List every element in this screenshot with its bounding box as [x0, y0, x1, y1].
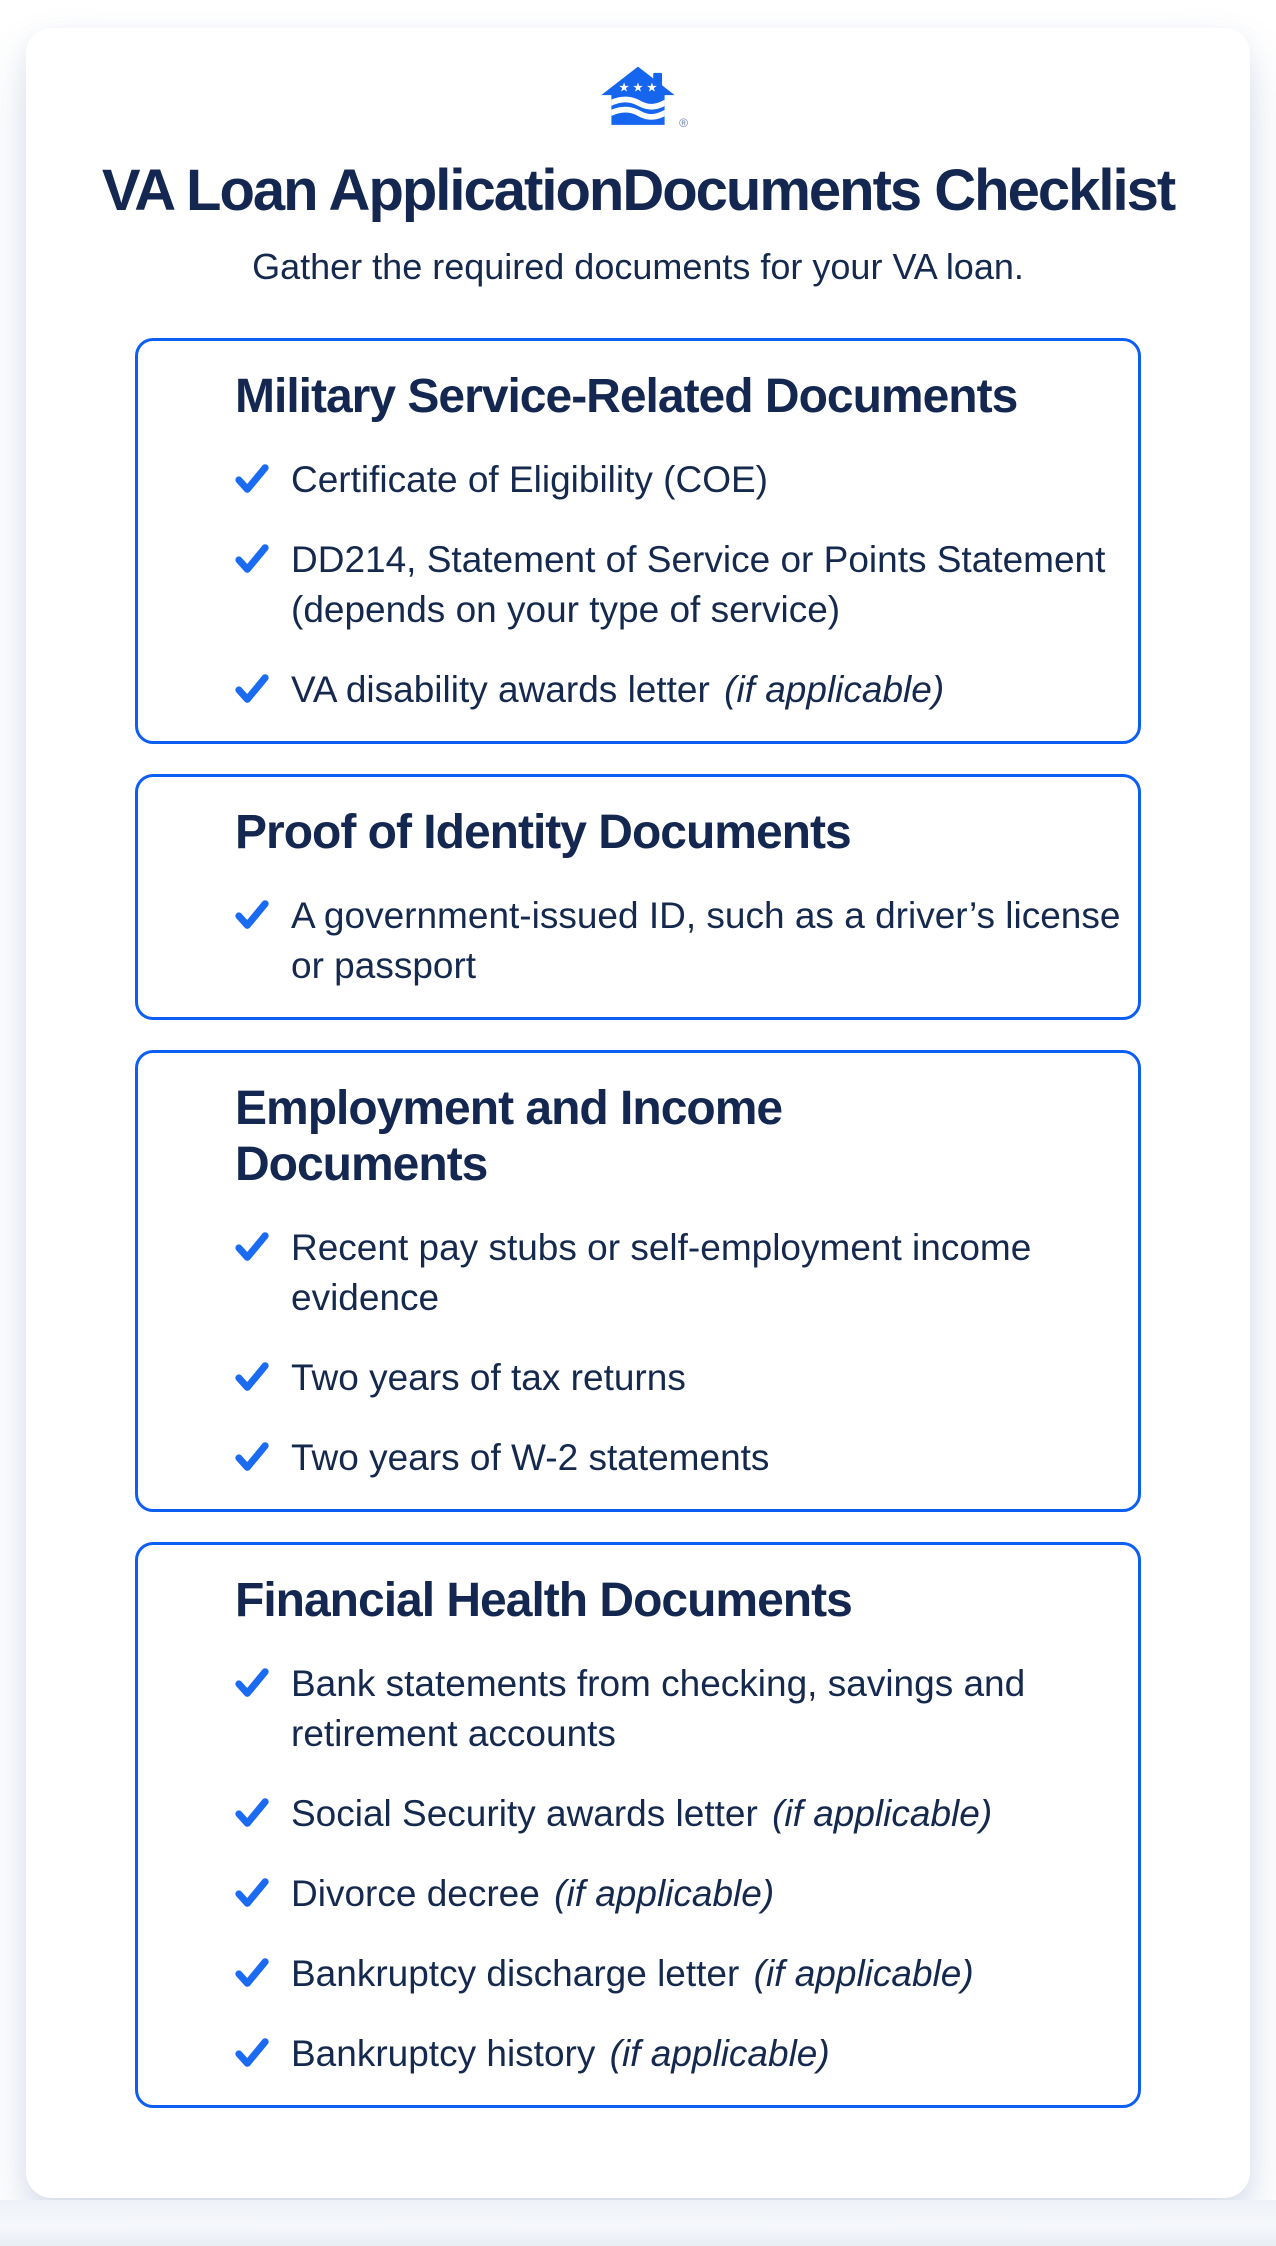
check-icon [235, 544, 269, 574]
checklist-item [235, 665, 1098, 715]
house-flag-logo-icon [600, 66, 676, 128]
checklist-item-text: Recent pay stubs or self-employment income evidence [291, 1227, 1032, 1318]
check-icon [235, 1668, 269, 1698]
checklist-item [235, 1353, 1098, 1403]
checklist-item-text: Bankruptcy history (if applicable) [291, 2033, 830, 2074]
checklist-sections [135, 338, 1141, 2108]
checklist-item-text: Bankruptcy discharge letter (if applicable) [291, 1953, 974, 1994]
section-financial-health-documents [135, 1542, 1141, 2108]
section-military-service-documents [135, 338, 1141, 744]
checklist-item-text: DD214, Statement of Service or Points Statement (depends on your type of service) [291, 539, 1106, 630]
check-icon [235, 900, 269, 930]
check-icon [235, 2038, 269, 2068]
checklist-item-text: Bank statements from checking, savings and retirement accounts [291, 1663, 1026, 1754]
section-heading: Employment and Income Documents [235, 1082, 783, 1191]
checklist-card [26, 28, 1250, 2198]
section-heading: Proof of Identity Documents [235, 806, 851, 859]
section-heading: Military Service-Related Documents [235, 370, 1018, 423]
checklist-item [235, 1659, 1098, 1759]
checklist-item [235, 1433, 1098, 1483]
page-title: VA Loan ApplicationDocuments Checklist [101, 158, 1175, 223]
section-proof-of-identity-documents [135, 774, 1141, 1020]
check-icon [235, 1232, 269, 1262]
checklist-item [235, 1789, 1098, 1839]
checklist-item-text: Two years of W-2 statements [291, 1437, 770, 1478]
section-employment-income-documents [135, 1050, 1141, 1512]
check-icon [235, 1958, 269, 1988]
checklist-item-text: A government-issued ID, such as a driver’s license or passport [291, 895, 1121, 986]
check-icon [235, 1798, 269, 1828]
check-icon [235, 1878, 269, 1908]
checklist-item [235, 1869, 1098, 1919]
checklist-item [235, 2029, 1098, 2079]
check-icon [235, 674, 269, 704]
checklist-item-text: Certificate of Eligibility (COE) [291, 459, 769, 500]
checklist-item [235, 1949, 1098, 1999]
page-subtitle: Gather the required documents for your VA loan. [252, 246, 1024, 287]
checklist-item [235, 535, 1106, 635]
checklist-item-text: Two years of tax returns [291, 1357, 686, 1398]
checklist-item [235, 1223, 1098, 1323]
registered-trademark: ® [679, 116, 688, 130]
page-bottom-wash [0, 2200, 1276, 2246]
checklist-item [235, 891, 1121, 991]
checklist-item-text: Divorce decree (if applicable) [291, 1873, 775, 1914]
checklist-item [235, 455, 1098, 505]
check-icon [235, 464, 269, 494]
checklist-item-text: VA disability awards letter (if applicable) [291, 669, 945, 710]
check-icon [235, 1442, 269, 1472]
checklist-item-text: Social Security awards letter (if applicable) [291, 1793, 993, 1834]
brand-logo [600, 66, 688, 130]
check-icon [235, 1362, 269, 1392]
section-heading: Financial Health Documents [235, 1574, 852, 1627]
